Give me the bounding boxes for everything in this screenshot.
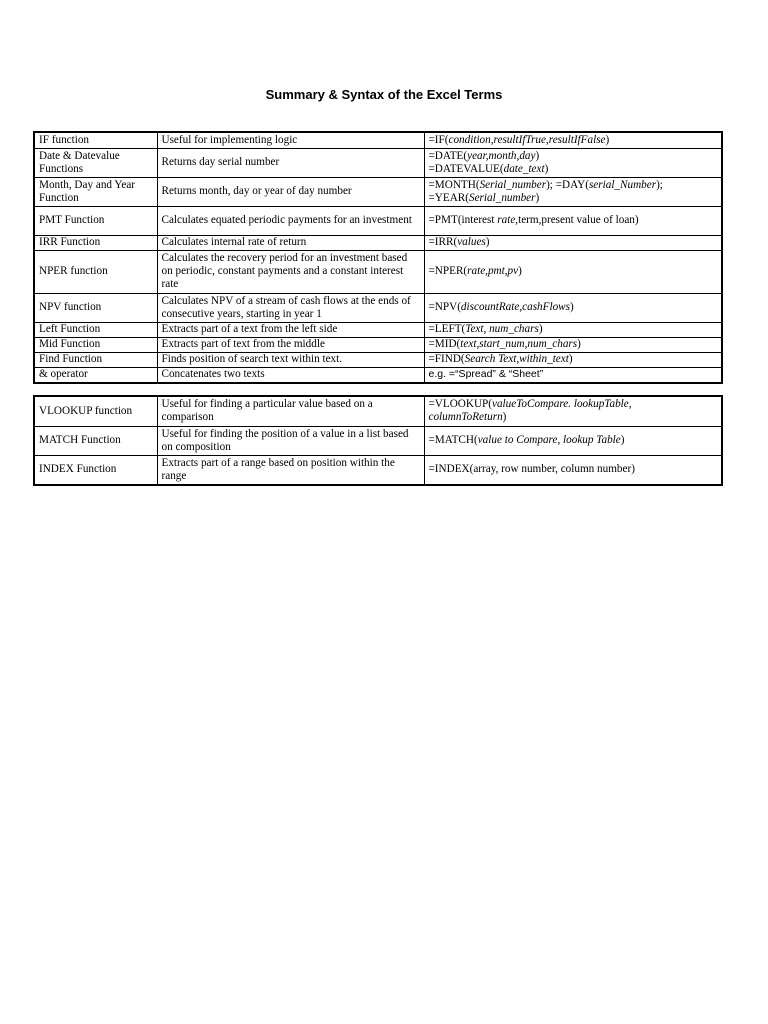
syntax-text: =INDEX(array, row number, column number) [428, 463, 635, 476]
table-row [34, 206, 722, 235]
table-body [34, 132, 722, 383]
syntax-argument: rate,pmt,pv [467, 265, 519, 277]
syntax-argument: discountRate,cashFlows [460, 301, 570, 313]
syntax-line [429, 265, 718, 278]
syntax-text: ); =DAY( [546, 178, 589, 191]
description-cell: Useful for finding a particular value based on a comparison [157, 396, 424, 426]
syntax-text: ) [605, 133, 610, 146]
term-cell: Mid Function [34, 337, 157, 352]
syntax-cell [424, 177, 722, 206]
syntax-text: =NPER( [428, 265, 468, 277]
syntax-line [429, 236, 718, 249]
term-cell: IF function [34, 132, 157, 148]
table-row [34, 177, 722, 206]
syntax-argument: year,month,day [467, 149, 536, 162]
description-cell: Useful for finding the position of a value in a list based on composition [157, 426, 424, 455]
description-cell: Useful for implementing logic [157, 132, 424, 148]
syntax-text: ) [577, 338, 581, 350]
syntax-text: ) [620, 434, 625, 446]
description-cell: Extracts part of a text from the left side [157, 322, 424, 337]
syntax-argument: valueToCompare. lookupTable, [492, 398, 632, 411]
table-body [34, 396, 722, 485]
syntax-text: ) [518, 265, 522, 277]
syntax-argument: value to Compare [477, 434, 558, 446]
syntax-line [429, 323, 718, 336]
syntax-text: ) [502, 411, 507, 424]
syntax-text: e.g. =“Spread” & “Sheet” [428, 368, 544, 381]
syntax-cell [424, 352, 722, 367]
description-cell: Calculates NPV of a stream of cash flows at the ends of consecutive years, starting in year 1 [157, 293, 424, 322]
description-cell: Concatenates two texts [157, 367, 424, 383]
syntax-text: ) [544, 162, 549, 175]
syntax-cell [424, 250, 722, 293]
syntax-argument: serial_Number [588, 178, 657, 191]
syntax-cell [424, 455, 722, 485]
syntax-text: =YEAR( [428, 191, 469, 204]
table-row [34, 250, 722, 293]
term-cell: Date & Datevalue Functions [34, 148, 157, 177]
syntax-line [429, 163, 718, 176]
lookup-functions-table [33, 395, 723, 486]
term-cell: INDEX Function [34, 455, 157, 485]
syntax-argument: columnToReturn [428, 411, 503, 424]
syntax-argument: lookup Table [563, 434, 621, 446]
syntax-cell [424, 426, 722, 455]
syntax-line [429, 150, 718, 163]
term-cell: IRR Function [34, 235, 157, 250]
table-row [34, 293, 722, 322]
syntax-text: =IRR( [428, 236, 458, 248]
syntax-text: =MONTH( [428, 178, 480, 191]
table-row [34, 322, 722, 337]
description-cell: Calculates internal rate of return [157, 235, 424, 250]
syntax-line [429, 301, 718, 314]
description-cell: Finds position of search text within text. [157, 352, 424, 367]
term-cell: PMT Function [34, 206, 157, 235]
syntax-argument: values [457, 236, 486, 248]
syntax-argument: Text, num_chars [465, 323, 539, 335]
syntax-cell [424, 322, 722, 337]
term-cell: VLOOKUP function [34, 396, 157, 426]
table-row [34, 235, 722, 250]
syntax-text: ) [535, 149, 540, 162]
syntax-text: ) [568, 353, 573, 365]
syntax-line [429, 368, 718, 381]
syntax-line [429, 214, 718, 227]
syntax-line [429, 134, 718, 147]
syntax-argument: Serial_number [469, 191, 536, 204]
table-row [34, 367, 722, 383]
description-cell: Extracts part of a range based on position within the range [157, 455, 424, 485]
table-row [34, 337, 722, 352]
syntax-text: =LEFT( [428, 323, 466, 335]
term-cell: MATCH Function [34, 426, 157, 455]
term-cell: Left Function [34, 322, 157, 337]
syntax-line [429, 192, 718, 205]
syntax-line [429, 411, 718, 424]
syntax-cell [424, 235, 722, 250]
syntax-argument: Search Text,within_text [464, 353, 569, 365]
syntax-text: ) [538, 323, 543, 335]
description-cell: Returns month, day or year of day number [157, 177, 424, 206]
syntax-text: =NPV( [428, 301, 461, 313]
syntax-text: =PMT(interest [428, 214, 498, 226]
description-cell: Returns day serial number [157, 148, 424, 177]
description-cell: Extracts part of text from the middle [157, 337, 424, 352]
syntax-argument: rate [497, 214, 516, 226]
syntax-text: ) [570, 301, 574, 313]
table-row [34, 396, 722, 426]
syntax-cell [424, 337, 722, 352]
excel-functions-table [33, 131, 723, 384]
term-cell: & operator [34, 367, 157, 383]
table-row [34, 132, 722, 148]
syntax-text: =VLOOKUP( [428, 398, 492, 411]
syntax-cell [424, 367, 722, 383]
table-row [34, 148, 722, 177]
syntax-text: =FIND( [428, 353, 465, 365]
description-cell: Calculates equated periodic payments for an investment [157, 206, 424, 235]
syntax-text: , [557, 434, 564, 446]
syntax-text: =MATCH( [428, 434, 478, 446]
description-cell: Calculates the recovery period for an investment based on periodic, constant payments and a constant interest rate [157, 250, 424, 293]
term-cell: Month, Day and Year Function [34, 177, 157, 206]
syntax-argument: condition,resultIfTrue,resultIfFalse [448, 133, 606, 146]
syntax-text: ); [656, 178, 663, 191]
syntax-text: ) [535, 191, 540, 204]
syntax-text: =DATEVALUE( [428, 162, 504, 175]
syntax-line [429, 353, 718, 366]
syntax-line [429, 463, 718, 476]
syntax-text: ) [485, 236, 490, 248]
table-row [34, 352, 722, 367]
table-row [34, 426, 722, 455]
syntax-line [429, 398, 718, 411]
syntax-argument: text,start_num,num_chars [460, 338, 578, 350]
syntax-line [429, 179, 718, 192]
syntax-cell [424, 206, 722, 235]
syntax-cell [424, 293, 722, 322]
table-row [34, 455, 722, 485]
syntax-text: =DATE( [428, 149, 468, 162]
syntax-cell [424, 396, 722, 426]
syntax-line [429, 434, 718, 447]
syntax-cell [424, 148, 722, 177]
syntax-text: =IF( [428, 133, 449, 146]
syntax-cell [424, 132, 722, 148]
syntax-line [429, 338, 718, 351]
syntax-argument: date_text [503, 162, 545, 175]
term-cell: Find Function [34, 352, 157, 367]
syntax-text: =MID( [428, 338, 461, 350]
term-cell: NPV function [34, 293, 157, 322]
syntax-argument: Serial_number [479, 178, 547, 191]
term-cell: NPER function [34, 250, 157, 293]
syntax-text: ,term,present value of loan) [515, 214, 639, 226]
page-title: Summary & Syntax of the Excel Terms [265, 87, 503, 102]
